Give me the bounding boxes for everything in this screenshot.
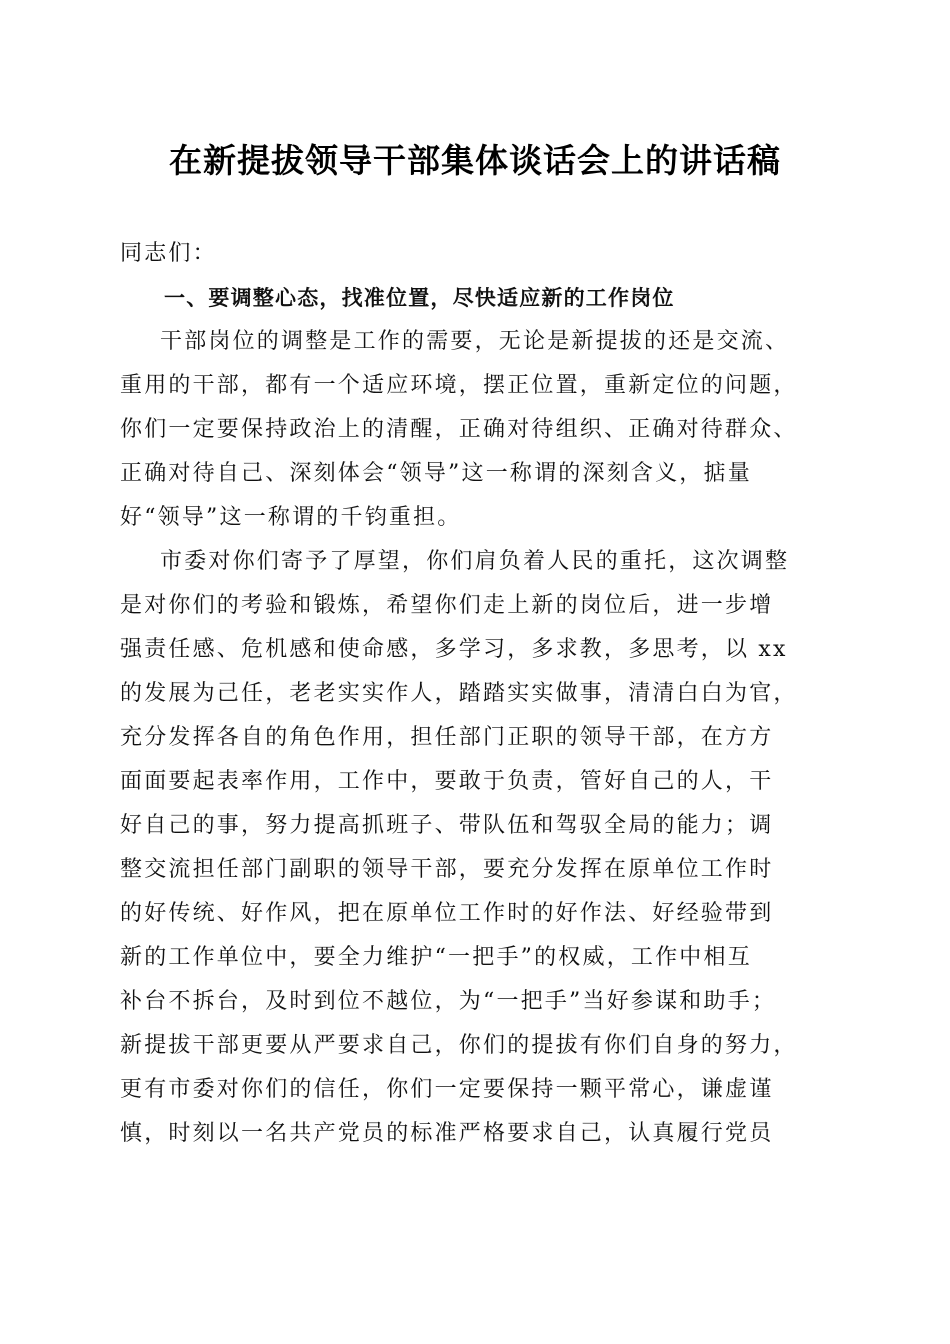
paragraph-line: 好“领导”这一称谓的千钧重担。 <box>120 505 462 530</box>
paragraph-line: 好自己的事，努力提高抓班子、带队伍和驾驭全局的能力；调 <box>120 813 774 838</box>
paragraph-line: 正确对待自己、深刻体会“领导”这一称谓的深刻含义，掂量 <box>120 461 752 486</box>
paragraph-line: 整交流担任部门副职的领导干部，要充分发挥在原单位工作时 <box>120 857 774 882</box>
paragraph-line: 是对你们的考验和锻炼，希望你们走上新的岗位后，进一步增 <box>120 593 774 618</box>
paragraph-1 <box>120 320 835 540</box>
paragraph-line: 干部岗位的调整是工作的需要，无论是新提拔的还是交流、 <box>160 329 790 354</box>
paragraph-line: 重用的干部，都有一个适应环境，摆正位置，重新定位的问题， <box>120 373 798 398</box>
paragraph-line: 更有市委对你们的信任，你们一定要保持一颗平常心，谦虚谨 <box>120 1077 774 1102</box>
paragraph-line: 新的工作单位中，要全力维护“一把手”的权威，工作中相互 <box>120 945 752 970</box>
salutation: 同志们： <box>120 241 217 266</box>
paragraph-line: 强责任感、危机感和使命感，多学习，多求教，多思考，以 xx <box>120 637 788 662</box>
document-title: 在新提拔领导干部集体谈话会上的讲话稿 <box>169 141 781 180</box>
paragraph-line: 面面要起表率作用，工作中，要敢于负责，管好自己的人，干 <box>120 769 774 794</box>
paragraph-line: 市委对你们寄予了厚望，你们肩负着人民的重托，这次调整 <box>160 549 790 574</box>
paragraph-line: 你们一定要保持政治上的清醒，正确对待组织、正确对待群众、 <box>120 417 798 442</box>
paragraph-line: 的发展为己任，老老实实作人，踏踏实实做事，清清白白为官， <box>120 681 798 706</box>
paragraph-line: 新提拔干部更要从严要求自己，你们的提拔有你们自身的努力， <box>120 1033 798 1058</box>
paragraph-line: 慎，时刻以一名共产党员的标准严格要求自己，认真履行党员 <box>120 1121 774 1146</box>
document-body <box>120 232 835 1156</box>
section-heading: 一、要调整心态，找准位置，尽快适应新的工作岗位 <box>164 286 675 310</box>
paragraph-line: 的好传统、好作风，把在原单位工作时的好作法、好经验带到 <box>120 901 774 926</box>
paragraph-2 <box>120 540 835 1156</box>
paragraph-line: 充分发挥各自的角色作用，担任部门正职的领导干部，在方方 <box>120 725 774 750</box>
paragraph-line: 补台不拆台，及时到位不越位，为“一把手”当好参谋和助手； <box>120 989 777 1014</box>
